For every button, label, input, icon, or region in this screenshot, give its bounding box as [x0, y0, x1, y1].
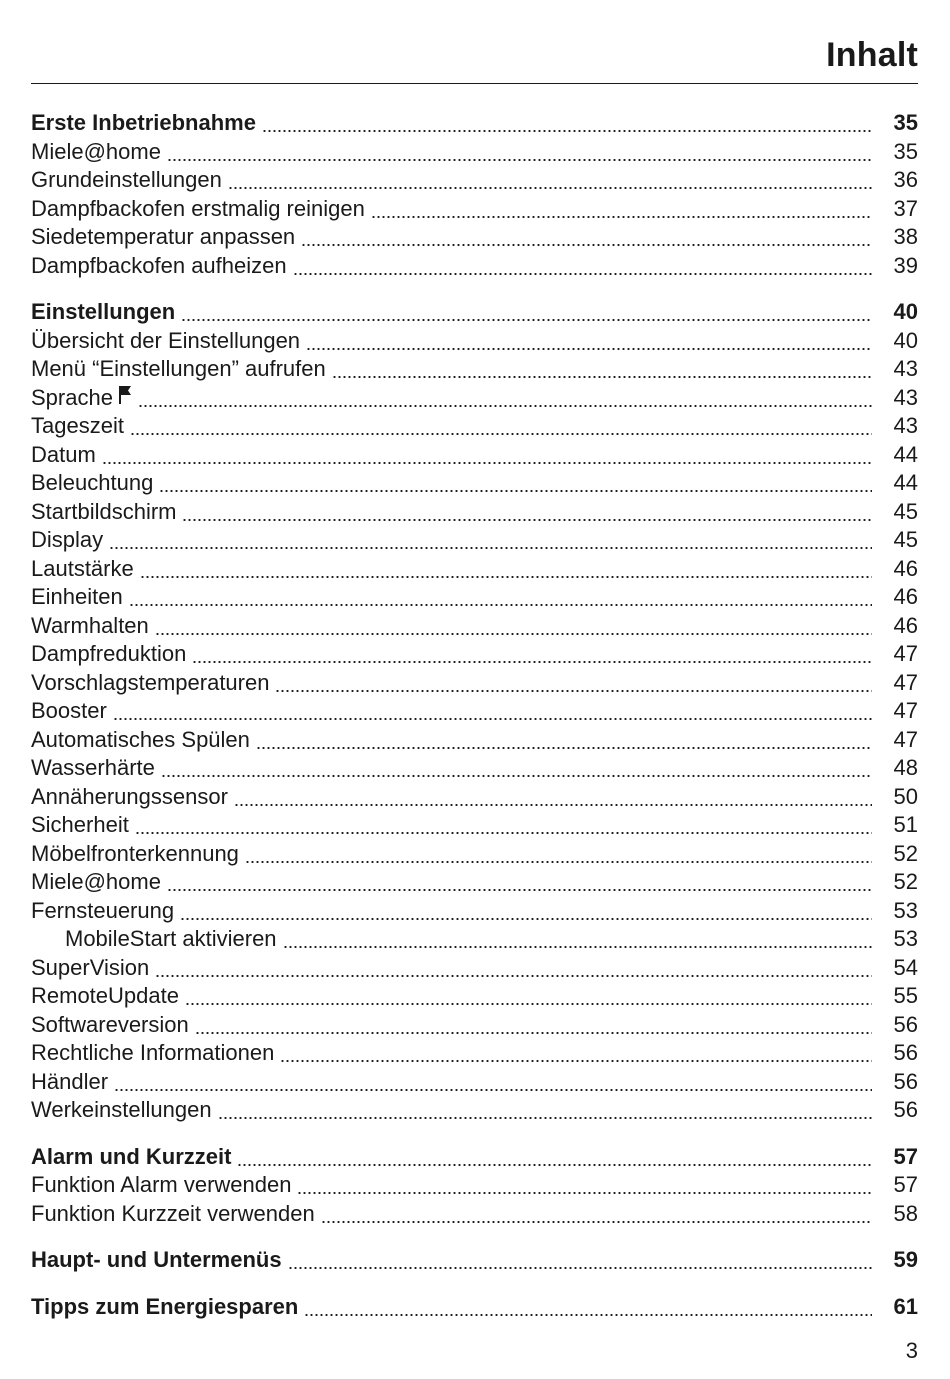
page-number: 3 — [905, 1338, 918, 1363]
toc-entry[interactable] — [31, 498, 918, 527]
toc-entry-label: Einstellungen — [31, 299, 176, 324]
toc-entry[interactable] — [31, 469, 918, 498]
toc-entry[interactable] — [31, 1171, 918, 1200]
dot-leader — [262, 129, 872, 133]
toc-entry-label: SuperVision — [31, 954, 150, 980]
toc-entry-label: Display — [31, 527, 104, 552]
dot-leader — [297, 1191, 872, 1195]
toc-entry-label: Sicherheit — [31, 812, 129, 837]
dot-leader — [234, 803, 872, 807]
dot-leader — [218, 1116, 872, 1120]
toc-entry-label: Übersicht der Einstellungen — [31, 327, 301, 353]
toc-entry-label: Rechtliche Informationen — [31, 1040, 275, 1065]
toc-entry[interactable] — [31, 166, 918, 195]
dot-leader — [159, 489, 872, 493]
toc-page-number: 61 — [893, 1293, 918, 1319]
toc-entry[interactable] — [31, 612, 918, 641]
toc-entry-label: Siedetemperatur anpassen — [31, 224, 296, 249]
toc-page-number: 37 — [893, 195, 918, 221]
dot-leader — [129, 603, 872, 607]
toc-entry-label: Softwareversion — [31, 1011, 189, 1037]
toc-chapter-entry[interactable] — [31, 298, 918, 327]
dot-leader — [180, 917, 872, 921]
toc-section — [31, 298, 918, 1125]
dot-leader — [371, 215, 872, 219]
dot-leader — [304, 1313, 872, 1317]
toc-chapter-entry[interactable] — [31, 109, 918, 138]
toc-page-number: 51 — [893, 812, 918, 837]
dot-leader — [306, 347, 872, 351]
toc-page-number: 48 — [893, 755, 918, 780]
toc-entry-label: Vorschlagstemperaturen — [31, 669, 270, 695]
toc-entry[interactable] — [31, 138, 918, 167]
toc-page-number: 38 — [893, 224, 918, 249]
toc-entry-label: Datum — [31, 441, 96, 467]
dot-leader — [245, 860, 872, 864]
dot-leader — [167, 158, 872, 162]
toc-page-number: 55 — [893, 983, 918, 1008]
toc-page-number: 56 — [893, 1040, 918, 1065]
toc-entry-label: Dampfbackofen aufheizen — [31, 252, 287, 278]
toc-entry[interactable] — [31, 355, 918, 384]
dot-leader — [130, 432, 872, 436]
toc-entry[interactable] — [31, 412, 918, 441]
toc-entry[interactable] — [31, 840, 918, 869]
dot-leader — [138, 404, 872, 408]
toc-entry-label: Händler — [31, 1068, 109, 1094]
toc-page-number: 36 — [893, 167, 918, 192]
toc-entry-label: Werkeinstellungen — [31, 1097, 212, 1122]
toc-entry[interactable] — [31, 195, 918, 224]
toc-entry[interactable] — [31, 384, 918, 413]
dot-leader — [109, 546, 872, 550]
toc-entry[interactable] — [31, 669, 918, 698]
dot-leader — [181, 318, 872, 322]
dot-leader — [182, 518, 872, 522]
toc-page-number: 39 — [893, 252, 918, 278]
toc-chapter-entry[interactable] — [31, 1293, 918, 1322]
dot-leader — [113, 717, 872, 721]
dot-leader — [237, 1163, 872, 1167]
toc-entry-label: Booster — [31, 698, 107, 723]
toc-page-number: 57 — [893, 1143, 918, 1169]
toc-page-number: 35 — [893, 138, 918, 164]
toc-page-number: 46 — [893, 555, 918, 581]
toc-entry[interactable] — [31, 526, 918, 555]
toc-entry-label: Lautstärke — [31, 555, 134, 581]
toc-entry-label: Erste Inbetriebnahme — [31, 110, 256, 135]
toc-page-number: 40 — [893, 327, 918, 353]
toc-page-number: 58 — [893, 1200, 918, 1226]
toc-page-number: 40 — [893, 299, 918, 324]
toc-section — [31, 1293, 918, 1322]
toc-entry[interactable] — [31, 1011, 918, 1040]
toc-page-number: 45 — [893, 498, 918, 524]
toc-entry-label: Dampfreduktion — [31, 641, 187, 666]
toc-entry-label: MobileStart aktivieren — [65, 926, 277, 951]
dot-leader — [161, 774, 872, 778]
toc-page-number: 45 — [893, 527, 918, 552]
toc-entry[interactable] — [31, 868, 918, 897]
toc-entry[interactable] — [31, 223, 918, 252]
toc-entry-label: Beleuchtung — [31, 470, 154, 495]
toc-entry[interactable] — [31, 327, 918, 356]
dot-leader — [280, 1059, 872, 1063]
toc-entry[interactable] — [31, 726, 918, 755]
toc-entry-label: Warmhalten — [31, 612, 149, 638]
toc-entry[interactable] — [31, 783, 918, 812]
toc-entry[interactable] — [31, 583, 918, 612]
toc-page-number: 35 — [893, 110, 918, 135]
dot-leader — [135, 831, 872, 835]
toc-entry[interactable] — [31, 697, 918, 726]
toc-entry[interactable] — [31, 1096, 918, 1125]
toc-section — [31, 1143, 918, 1229]
toc-entry[interactable] — [31, 897, 918, 926]
toc-entry-label: RemoteUpdate — [31, 983, 179, 1008]
toc-chapter-entry[interactable] — [31, 1143, 918, 1172]
toc-entry-label: Annäherungssensor — [31, 783, 228, 809]
toc-entry[interactable] — [31, 954, 918, 983]
toc-entry-label: Einheiten — [31, 584, 123, 609]
toc-entry[interactable] — [31, 252, 918, 281]
toc-entry[interactable] — [31, 640, 918, 669]
toc-page-number: 47 — [893, 726, 918, 752]
toc-entry-label: Sprache — [31, 384, 113, 410]
dot-leader — [155, 632, 872, 636]
table-of-contents — [31, 109, 918, 1339]
toc-page-number: 43 — [893, 384, 918, 410]
toc-page-number: 56 — [893, 1068, 918, 1094]
toc-page-number: 52 — [893, 869, 918, 894]
toc-chapter-entry[interactable] — [31, 1246, 918, 1275]
toc-page-number: 53 — [893, 897, 918, 923]
toc-page-number: 43 — [893, 356, 918, 381]
dot-leader — [185, 1002, 872, 1006]
dot-leader — [167, 888, 872, 892]
toc-page-number: 47 — [893, 698, 918, 723]
toc-entry-label: Tageszeit — [31, 413, 124, 438]
dot-leader — [102, 461, 872, 465]
toc-entry[interactable] — [31, 754, 918, 783]
toc-entry-label: Fernsteuerung — [31, 897, 175, 923]
toc-page-number: 46 — [893, 612, 918, 638]
dot-leader — [321, 1220, 872, 1224]
title-divider — [31, 83, 918, 84]
flag-icon — [118, 384, 132, 404]
dot-leader — [140, 575, 872, 579]
toc-entry[interactable] — [31, 1068, 918, 1097]
dot-leader — [332, 375, 872, 379]
toc-entry-label: Funktion Alarm verwenden — [31, 1172, 292, 1197]
toc-entry[interactable] — [31, 1200, 918, 1229]
toc-entry-label: Menü “Einstellungen” aufrufen — [31, 356, 326, 381]
toc-section — [31, 109, 918, 280]
toc-entry[interactable] — [31, 441, 918, 470]
toc-page-number: 47 — [893, 669, 918, 695]
toc-entry-label: Dampfbackofen erstmalig reinigen — [31, 195, 365, 221]
toc-page-number: 56 — [893, 1011, 918, 1037]
toc-entry-label: Haupt- und Untermenüs — [31, 1247, 282, 1272]
toc-entry[interactable] — [31, 982, 918, 1011]
toc-entry[interactable] — [31, 925, 918, 954]
dot-leader — [293, 272, 872, 276]
toc-entry-label: Automatisches Spülen — [31, 726, 250, 752]
page-title: Inhalt — [826, 36, 918, 74]
toc-page-number: 43 — [893, 413, 918, 438]
toc-entry-label: Tipps zum Energiesparen — [31, 1293, 299, 1319]
toc-page-number: 53 — [893, 926, 918, 951]
toc-page-number: 52 — [893, 840, 918, 866]
toc-entry-label: Startbildschirm — [31, 498, 177, 524]
dot-leader — [195, 1031, 872, 1035]
toc-page-number: 54 — [893, 954, 918, 980]
toc-page-number: 44 — [893, 470, 918, 495]
toc-entry-label: Miele@home — [31, 869, 161, 894]
toc-entry-label: Funktion Kurzzeit verwenden — [31, 1200, 315, 1226]
dot-leader — [283, 945, 872, 949]
toc-page-number: 56 — [893, 1097, 918, 1122]
toc-entry[interactable] — [31, 1039, 918, 1068]
toc-page-number: 57 — [893, 1172, 918, 1197]
toc-page-number: 59 — [893, 1247, 918, 1272]
toc-page-number: 50 — [893, 783, 918, 809]
dot-leader — [192, 660, 872, 664]
dot-leader — [288, 1266, 872, 1270]
toc-entry-label: Möbelfronterkennung — [31, 840, 239, 866]
dot-leader — [228, 186, 872, 190]
dot-leader — [275, 689, 872, 693]
toc-entry-label: Wasserhärte — [31, 755, 155, 780]
toc-page-number: 47 — [893, 641, 918, 666]
dot-leader — [256, 746, 872, 750]
toc-entry-label: Miele@home — [31, 138, 161, 164]
dot-leader — [301, 243, 872, 247]
dot-leader — [155, 974, 872, 978]
dot-leader — [114, 1088, 872, 1092]
toc-section — [31, 1246, 918, 1275]
toc-entry-label: Alarm und Kurzzeit — [31, 1143, 232, 1169]
toc-entry-label: Grundeinstellungen — [31, 167, 222, 192]
toc-page-number: 46 — [893, 584, 918, 609]
toc-entry[interactable] — [31, 555, 918, 584]
toc-entry[interactable] — [31, 811, 918, 840]
toc-page-number: 44 — [893, 441, 918, 467]
